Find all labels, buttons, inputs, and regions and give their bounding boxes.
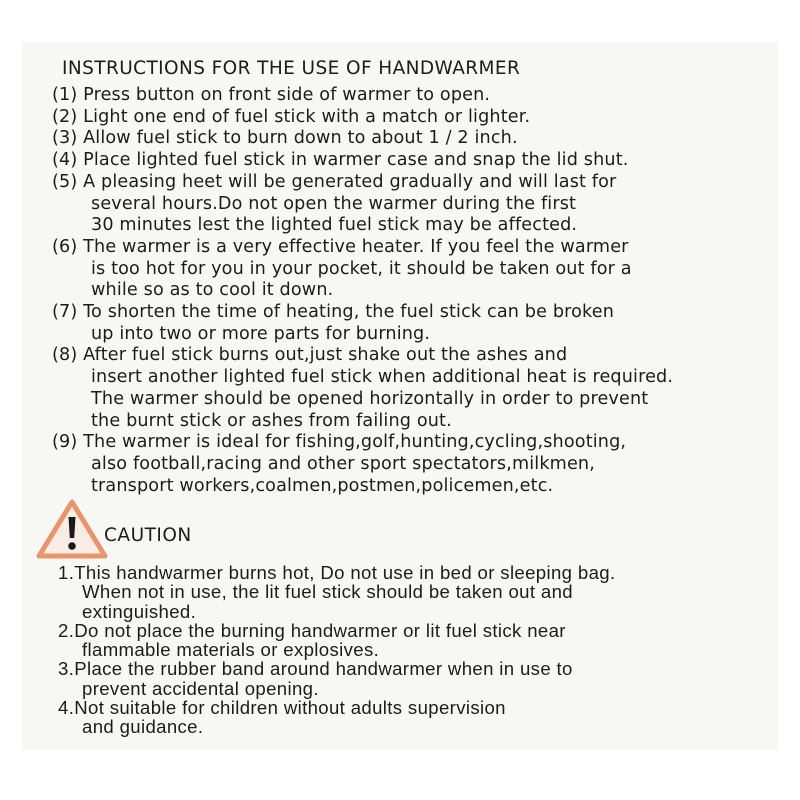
caution-text: This handwarmer burns hot, Do not use in bed or sleeping bag. [74,562,616,583]
instruction-number: (6) [52,236,78,257]
caution-text: Not suitable for children without adults supervision [74,697,506,719]
instruction-number: (3) [52,128,78,149]
instruction-text: After fuel stick burns out,just shake out the ashes and [83,345,568,366]
caution-item-1 [58,563,615,582]
instruction-number: (4) [52,150,78,171]
instruction-9 [52,432,673,454]
instruction-5 [52,172,673,194]
instruction-6 [52,237,673,259]
instruction-8-continuation: The warmer should be opened horizontally in order to prevent [91,388,649,409]
instruction-2 [52,107,673,129]
instruction-6-continuation: while so as to cool it down. [91,280,334,301]
instruction-number: (1) [52,85,78,105]
instruction-7 [52,302,673,324]
caution-header [36,498,192,560]
caution-item-1-continuation: When not in use, the lit fuel stick should be taken out and [82,581,573,603]
caution-item-1-continuation: extinguished. [82,600,197,622]
caution-label: CAUTION [104,525,192,546]
instruction-8-continuation: insert another lighted fuel stick when additional heat is required. [91,367,674,388]
instructions-title: INSTRUCTIONS FOR THE USE OF HANDWARMER [62,58,521,79]
instruction-text: The warmer is a very effective heater. If you feel the warmer [83,236,629,257]
instruction-text: Press button on front side of warmer to open. [83,85,491,105]
caution-item-2-continuation: flammable materials or explosives. [82,639,380,661]
instruction-9-continuation: also football,racing and other sport spectators,milkmen, [91,453,595,474]
instruction-3 [52,128,673,150]
instruction-text: Allow fuel stick to burn down to about 1 / 2 inch. [83,128,518,149]
instruction-6-continuation: is too hot for you in your pocket, it should be taken out for a [91,258,632,279]
instruction-number: (5) [52,171,78,192]
instruction-8 [52,345,673,367]
caution-number: 2. [58,619,75,641]
instruction-text: The warmer is ideal for fishing,golf,hunting,cycling,shooting, [83,432,627,453]
caution-item-3 [58,659,615,678]
instruction-text: A pleasing heet will be generated gradually and will last for [83,171,617,192]
instruction-9-continuation: transport workers,coalmen,postmen,policemen,etc. [91,475,554,496]
instruction-number: (2) [52,106,78,127]
instruction-text: Place lighted fuel stick in warmer case and snap the lid shut. [83,150,629,171]
instruction-number: (7) [52,302,78,323]
caution-text: Place the rubber band around handwarmer when in use to [74,658,573,680]
instruction-1 [52,85,673,107]
instructions-list [52,85,673,497]
instruction-number: (8) [52,345,78,366]
caution-item-3-continuation: prevent accidental opening. [82,677,319,699]
instruction-7-continuation: up into two or more parts for burning. [91,323,431,344]
caution-text: Do not place the burning handwarmer or lit fuel stick near [74,619,566,641]
instruction-number: (9) [52,432,78,453]
instruction-4 [52,150,673,172]
caution-list [58,563,615,737]
caution-item-4-continuation: and guidance. [82,716,204,738]
instruction-text: To shorten the time of heating, the fuel stick can be broken [83,302,615,323]
warning-triangle-icon [36,498,108,560]
instruction-5-continuation: 30 minutes lest the lighted fuel stick may be affected. [91,215,578,236]
caution-number: 4. [58,697,75,719]
caution-number: 1. [58,562,75,583]
instruction-5-continuation: several hours.Do not open the warmer during the first [91,193,577,214]
instruction-8-continuation: the burnt stick or ashes from failing out. [91,410,452,431]
instruction-text: Light one end of fuel stick with a match or lighter. [83,106,531,127]
caution-number: 3. [58,658,75,680]
caution-item-2 [58,621,615,640]
caution-item-4 [58,698,615,717]
